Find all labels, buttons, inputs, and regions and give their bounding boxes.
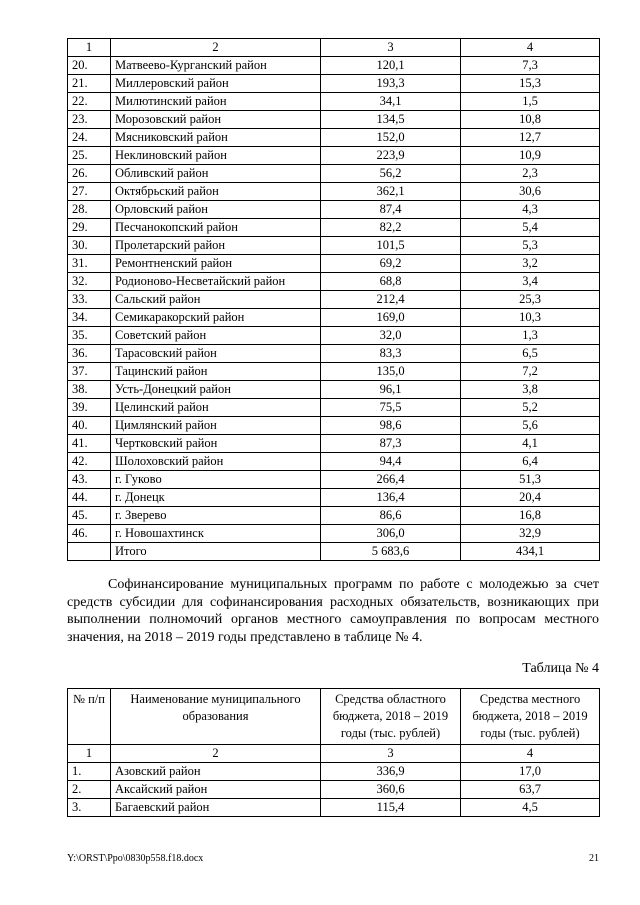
column-number: 4 xyxy=(461,39,600,57)
local-budget-value: 4,1 xyxy=(461,435,600,453)
table-row xyxy=(68,129,600,147)
regional-budget-value: 86,6 xyxy=(321,507,461,525)
municipality-name: г. Гуково xyxy=(111,471,321,489)
table-row xyxy=(68,543,600,561)
row-number: 25. xyxy=(68,147,111,165)
row-number: 32. xyxy=(68,273,111,291)
local-budget-value: 1,3 xyxy=(461,327,600,345)
local-budget-value: 12,7 xyxy=(461,129,600,147)
row-number: 22. xyxy=(68,93,111,111)
local-budget-value: 16,8 xyxy=(461,507,600,525)
regional-budget-value: 169,0 xyxy=(321,309,461,327)
row-number xyxy=(68,543,111,561)
row-number: 38. xyxy=(68,381,111,399)
row-number: 40. xyxy=(68,417,111,435)
local-budget-value: 2,3 xyxy=(461,165,600,183)
regional-budget-value: 135,0 xyxy=(321,363,461,381)
regional-budget-value: 5 683,6 xyxy=(321,543,461,561)
regional-budget-value: 306,0 xyxy=(321,525,461,543)
municipality-name: Сальский район xyxy=(111,291,321,309)
table-row xyxy=(68,291,600,309)
local-budget-value: 10,8 xyxy=(461,111,600,129)
header-regional-budget: Средства областного бюджета, 2018 – 2019 годы (тыс. рублей) xyxy=(321,689,461,745)
table-row xyxy=(68,75,600,93)
row-number: 2. xyxy=(68,781,111,799)
table-row xyxy=(68,219,600,237)
row-number: 33. xyxy=(68,291,111,309)
municipal-table-continued xyxy=(67,38,600,561)
row-number: 36. xyxy=(68,345,111,363)
local-budget-value: 5,4 xyxy=(461,219,600,237)
column-number: 3 xyxy=(321,745,461,763)
regional-budget-value: 94,4 xyxy=(321,453,461,471)
table-row xyxy=(68,525,600,543)
municipal-table-4 xyxy=(67,688,600,817)
column-number: 2 xyxy=(111,745,321,763)
local-budget-value: 10,3 xyxy=(461,309,600,327)
row-number: 20. xyxy=(68,57,111,75)
row-number: 27. xyxy=(68,183,111,201)
municipality-name: Морозовский район xyxy=(111,111,321,129)
table-row xyxy=(68,201,600,219)
municipality-name: Шолоховский район xyxy=(111,453,321,471)
local-budget-value: 51,3 xyxy=(461,471,600,489)
local-budget-value: 32,9 xyxy=(461,525,600,543)
column-number: 2 xyxy=(111,39,321,57)
regional-budget-value: 83,3 xyxy=(321,345,461,363)
row-number: 42. xyxy=(68,453,111,471)
table-row xyxy=(68,363,600,381)
row-number: 28. xyxy=(68,201,111,219)
municipality-name: Неклиновский район xyxy=(111,147,321,165)
municipality-name: Пролетарский район xyxy=(111,237,321,255)
row-number: 30. xyxy=(68,237,111,255)
municipality-name: Обливский район xyxy=(111,165,321,183)
table-row xyxy=(68,417,600,435)
municipality-name: Родионово-Несветайский район xyxy=(111,273,321,291)
regional-budget-value: 362,1 xyxy=(321,183,461,201)
local-budget-value: 4,5 xyxy=(461,799,600,817)
local-budget-value: 3,8 xyxy=(461,381,600,399)
municipality-name: Орловский район xyxy=(111,201,321,219)
regional-budget-value: 87,4 xyxy=(321,201,461,219)
page-number: 21 xyxy=(589,853,599,864)
row-number: 44. xyxy=(68,489,111,507)
regional-budget-value: 75,5 xyxy=(321,399,461,417)
regional-budget-value: 87,3 xyxy=(321,435,461,453)
table-row xyxy=(68,471,600,489)
column-number: 1 xyxy=(68,39,111,57)
local-budget-value: 5,2 xyxy=(461,399,600,417)
municipality-name: Багаевский район xyxy=(111,799,321,817)
local-budget-value: 7,2 xyxy=(461,363,600,381)
header-name: Наименование муниципального образования xyxy=(111,689,321,745)
table-row xyxy=(68,237,600,255)
regional-budget-value: 98,6 xyxy=(321,417,461,435)
municipality-name: Тарасовский район xyxy=(111,345,321,363)
regional-budget-value: 266,4 xyxy=(321,471,461,489)
row-number: 29. xyxy=(68,219,111,237)
local-budget-value: 6,4 xyxy=(461,453,600,471)
row-number: 43. xyxy=(68,471,111,489)
local-budget-value: 1,5 xyxy=(461,93,600,111)
table-row xyxy=(68,763,600,781)
row-number: 46. xyxy=(68,525,111,543)
local-budget-value: 30,6 xyxy=(461,183,600,201)
regional-budget-value: 82,2 xyxy=(321,219,461,237)
header-number: № п/п xyxy=(68,689,111,745)
local-budget-value: 6,5 xyxy=(461,345,600,363)
municipality-name: Песчанокопский район xyxy=(111,219,321,237)
municipality-name: Усть-Донецкий район xyxy=(111,381,321,399)
body-paragraph: Софинансирование муниципальных программ по работе с молодежью за счет средств субсидии для софинансирования расходных обязательств, возникающих при выполнении полномочий органов местного самоуправления по вопросам местного значения, на 2018 – 2019 годы представлено в таблице № 4. xyxy=(67,577,599,645)
file-path: Y:\ORST\Ppo\0830p558.f18.docx xyxy=(67,853,204,864)
row-number: 35. xyxy=(68,327,111,345)
local-budget-value: 4,3 xyxy=(461,201,600,219)
column-number: 3 xyxy=(321,39,461,57)
regional-budget-value: 68,8 xyxy=(321,273,461,291)
header-row xyxy=(68,689,600,745)
municipality-name: Матвеево-Курганский район xyxy=(111,57,321,75)
local-budget-value: 434,1 xyxy=(461,543,600,561)
row-number: 31. xyxy=(68,255,111,273)
municipality-name: Мясниковский район xyxy=(111,129,321,147)
regional-budget-value: 32,0 xyxy=(321,327,461,345)
table-row xyxy=(68,147,600,165)
local-budget-value: 63,7 xyxy=(461,781,600,799)
table-row xyxy=(68,111,600,129)
row-number: 41. xyxy=(68,435,111,453)
municipality-name: г. Новошахтинск xyxy=(111,525,321,543)
table-row xyxy=(68,309,600,327)
local-budget-value: 3,2 xyxy=(461,255,600,273)
row-number: 45. xyxy=(68,507,111,525)
regional-budget-value: 136,4 xyxy=(321,489,461,507)
table-row xyxy=(68,273,600,291)
municipality-name: Целинский район xyxy=(111,399,321,417)
table-row xyxy=(68,453,600,471)
table-row xyxy=(68,781,600,799)
regional-budget-value: 96,1 xyxy=(321,381,461,399)
municipality-name: Цимлянский район xyxy=(111,417,321,435)
local-budget-value: 15,3 xyxy=(461,75,600,93)
table-row xyxy=(68,183,600,201)
row-number: 26. xyxy=(68,165,111,183)
municipality-name: Чертковский район xyxy=(111,435,321,453)
table-row xyxy=(68,93,600,111)
column-number-row xyxy=(68,39,600,57)
municipality-name: г. Донецк xyxy=(111,489,321,507)
municipality-name: г. Зверево xyxy=(111,507,321,525)
regional-budget-value: 101,5 xyxy=(321,237,461,255)
table-row xyxy=(68,799,600,817)
municipality-name: Советский район xyxy=(111,327,321,345)
row-number: 37. xyxy=(68,363,111,381)
regional-budget-value: 152,0 xyxy=(321,129,461,147)
regional-budget-value: 34,1 xyxy=(321,93,461,111)
local-budget-value: 25,3 xyxy=(461,291,600,309)
row-number: 23. xyxy=(68,111,111,129)
table-row xyxy=(68,507,600,525)
regional-budget-value: 360,6 xyxy=(321,781,461,799)
municipality-name: Азовский район xyxy=(111,763,321,781)
municipality-name: Октябрьский район xyxy=(111,183,321,201)
regional-budget-value: 134,5 xyxy=(321,111,461,129)
table-row xyxy=(68,381,600,399)
table-row xyxy=(68,165,600,183)
local-budget-value: 17,0 xyxy=(461,763,600,781)
local-budget-value: 5,6 xyxy=(461,417,600,435)
regional-budget-value: 336,9 xyxy=(321,763,461,781)
municipality-name: Тацинский район xyxy=(111,363,321,381)
row-number: 1. xyxy=(68,763,111,781)
column-number-row xyxy=(68,745,600,763)
table-row xyxy=(68,327,600,345)
municipality-name: Итого xyxy=(111,543,321,561)
table-row xyxy=(68,399,600,417)
row-number: 39. xyxy=(68,399,111,417)
regional-budget-value: 115,4 xyxy=(321,799,461,817)
regional-budget-value: 69,2 xyxy=(321,255,461,273)
table-caption: Таблица № 4 xyxy=(522,661,599,676)
municipality-name: Ремонтненский район xyxy=(111,255,321,273)
table-row xyxy=(68,57,600,75)
table-body xyxy=(68,57,600,561)
table-body xyxy=(68,745,600,817)
table-row xyxy=(68,489,600,507)
regional-budget-value: 193,3 xyxy=(321,75,461,93)
local-budget-value: 20,4 xyxy=(461,489,600,507)
regional-budget-value: 212,4 xyxy=(321,291,461,309)
regional-budget-value: 56,2 xyxy=(321,165,461,183)
row-number: 34. xyxy=(68,309,111,327)
municipality-name: Миллеровский район xyxy=(111,75,321,93)
table-row xyxy=(68,255,600,273)
regional-budget-value: 223,9 xyxy=(321,147,461,165)
municipality-name: Аксайский район xyxy=(111,781,321,799)
local-budget-value: 5,3 xyxy=(461,237,600,255)
local-budget-value: 7,3 xyxy=(461,57,600,75)
table-row xyxy=(68,435,600,453)
local-budget-value: 10,9 xyxy=(461,147,600,165)
municipality-name: Семикаракорский район xyxy=(111,309,321,327)
row-number: 24. xyxy=(68,129,111,147)
row-number: 21. xyxy=(68,75,111,93)
column-number: 1 xyxy=(68,745,111,763)
municipality-name: Милютинский район xyxy=(111,93,321,111)
local-budget-value: 3,4 xyxy=(461,273,600,291)
regional-budget-value: 120,1 xyxy=(321,57,461,75)
table-row xyxy=(68,345,600,363)
column-number: 4 xyxy=(461,745,600,763)
row-number: 3. xyxy=(68,799,111,817)
header-local-budget: Средства местного бюджета, 2018 – 2019 годы (тыс. рублей) xyxy=(461,689,600,745)
